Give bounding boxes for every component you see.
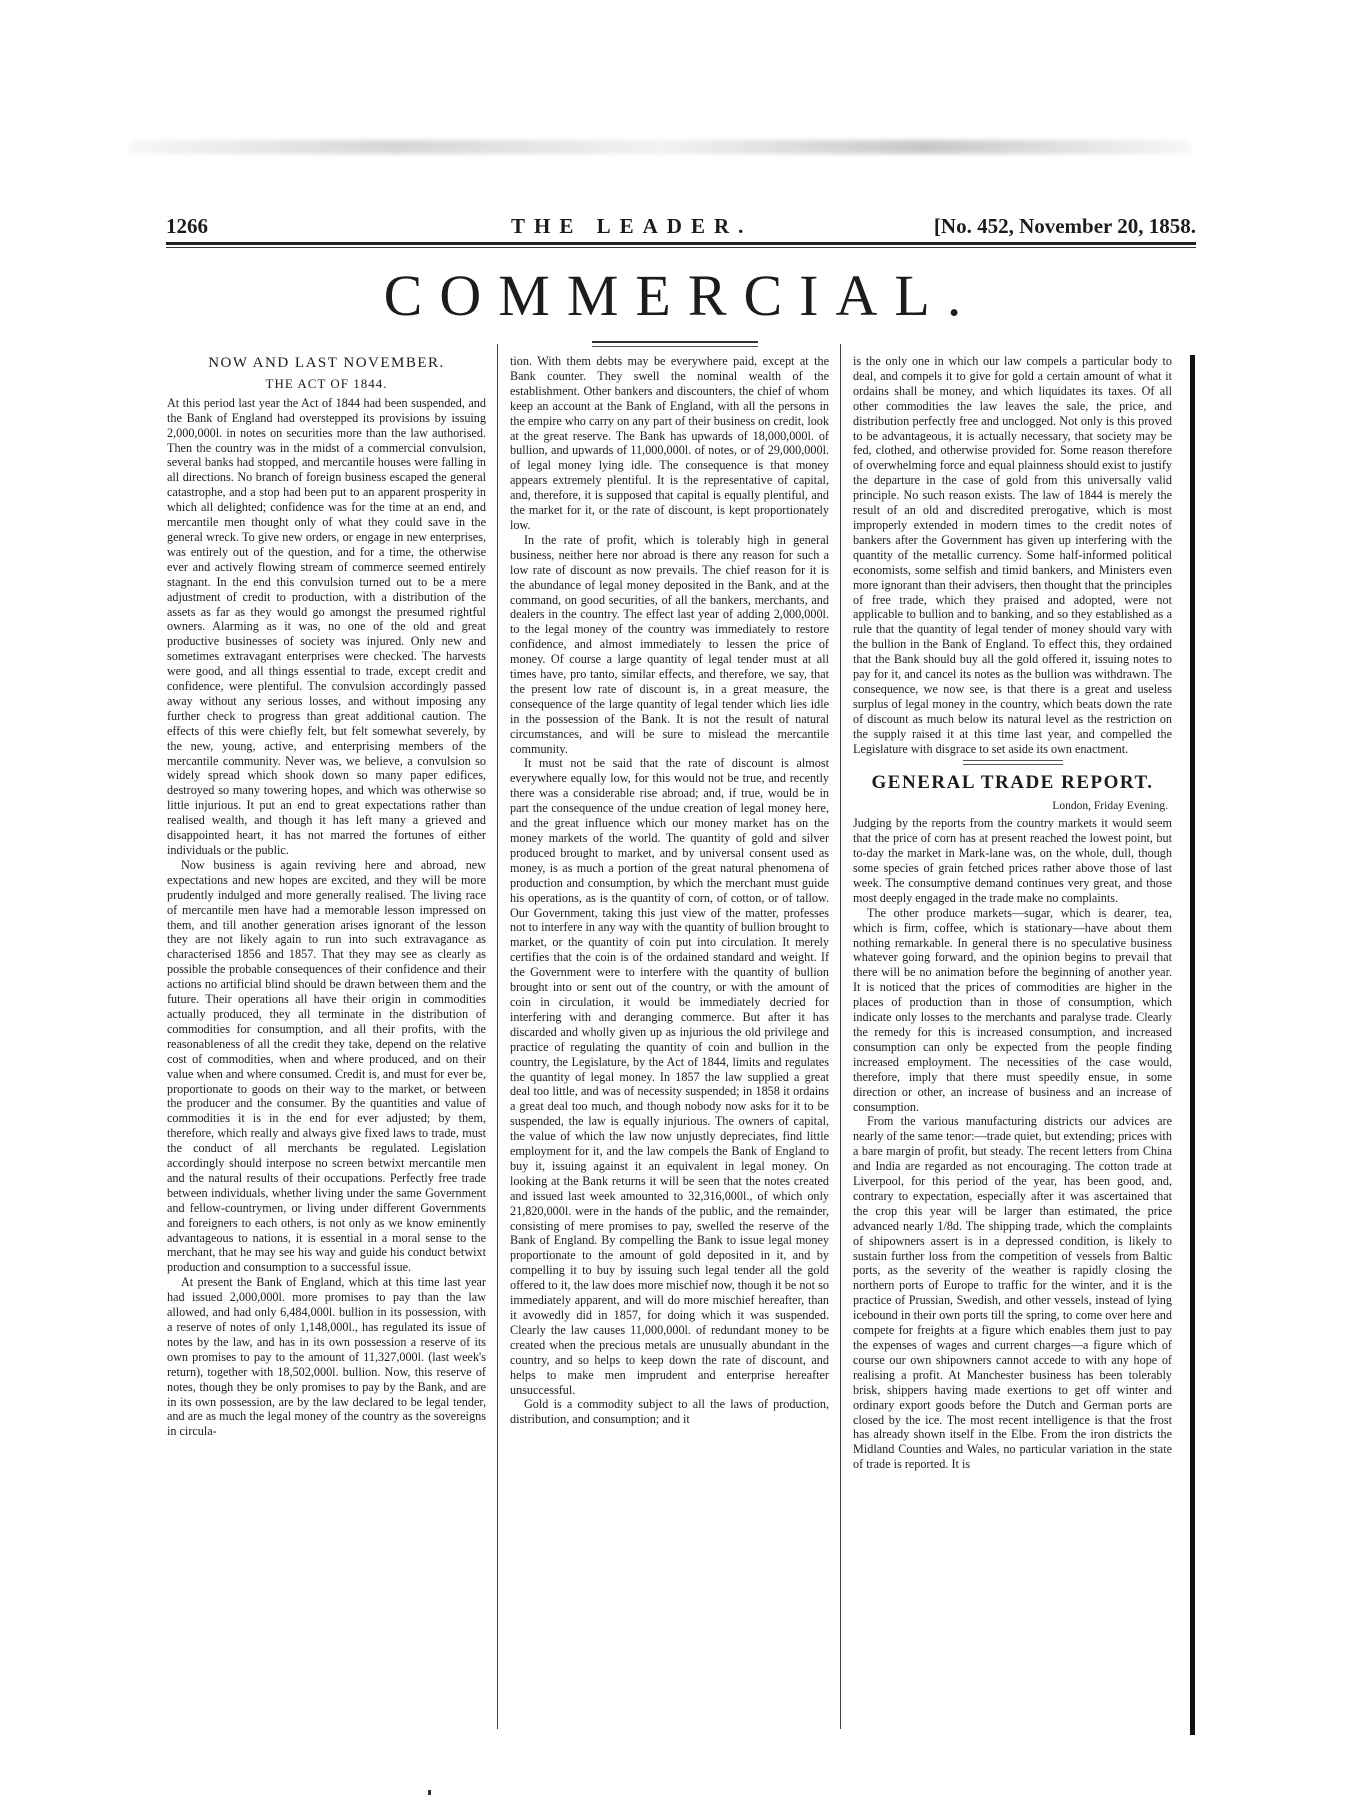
column-1	[167, 354, 486, 1439]
publication-name: THE LEADER.	[511, 214, 753, 238]
paragraph: The other produce markets—sugar, which is dearer, tea, which is firm, coffee, which is stationary—have about them nothing remarkable. In general there is no speculative business whatever going forward, and the opinion begins to prevail that there will be no animation before the beginning of another year. It is noticed that the prices of commodities are higher in the places of production than in those of consumption, which indicate only losses to the merchants and paralyse trade. Clearly the remedy for this is increased consumption, and increased consumption can only be expected from the people finding increased employment. The necessities of the case would, therefore, imply that there must speedily ensue, in some direction or other, an increase of business and an increase of consumption.	[853, 905, 1172, 1114]
page-edge-bar	[1190, 355, 1195, 1735]
paragraph: Gold is a commodity subject to all the laws of production, distribution, and consumption; and it	[510, 1397, 829, 1427]
page-number: 1266	[166, 214, 208, 238]
masthead-rule-thin	[166, 247, 1196, 248]
title-underline	[592, 341, 758, 343]
issue-date: [No. 452, November 20, 1858.	[933, 214, 1196, 238]
paragraph: In the rate of profit, which is tolerably high in general business, neither here nor abroad is there any reason for such a low rate of discount as now prevails. The chief reason for it is the abundance of legal money deposited in the Bank, and at the command, on good securities, of all the bankers, merchants, and dealers in the country. The effect last year of adding 2,000,000l. to the legal money of the country was immediately to restore confidence, and almost immediately to lessen the price of money. Of course a large quantity of legal tender must at all times have, pro tanto, similar effects, and therefore, we say, that the present low rate of discount is, in a great measure, the consequence of the large quantity of legal tender which lies idle in the possession of the Bank. It is not the result of natural circumstances, and will be sure to mislead the mercantile community.	[510, 532, 829, 756]
column-divider	[840, 344, 841, 1729]
paragraph: tion. With them debts may be everywhere paid, except at the Bank counter. They swell the nominal wealth of the establishment. Other bankers and discounters, the chief of whom keep an account at the Bank of England, with all the persons in the empire who carry on any part of their business on credit, look at the great reserve. The Bank has upwards of 18,000,000l. of bullion, and upwards of 11,000,000l. of notes, or of 29,000,000l. of legal money lying idle. The consequence is that money appears extremely plentiful. It is the representative of capital, and, therefore, it is supposed that capital is equally plentiful, and the market for it, or the rate of discount, is kept proportionately low.	[510, 354, 829, 532]
paragraph: At present the Bank of England, which at this time last year had issued 2,000,000l. more promises to pay than the law allowed, and had only 6,484,000l. bullion in its possession, with a reserve of notes of only 1,148,000l., has regulated its issue of notes by the law, and has in its own possession a reserve of its own promises to pay to the amount of 11,327,000l. (last week's return), together with 18,502,000l. bullion. Now, this reserve of notes, though they be only promises to pay by the Bank, and are in its own possession, are by the law declared to be legal tender, and are as much the legal money of the country as the sovereigns in circula-	[167, 1275, 486, 1439]
column-3	[853, 354, 1172, 1472]
column-2	[510, 354, 829, 1427]
section-title: COMMERCIAL.	[383, 263, 979, 328]
paragraph: is the only one in which our law compels a particular body to deal, and compels it to give for gold a certain amount of what it ordains shall be money, and which liquidates its taxes. Of all other commodities the law leaves the sale, the price, and distribution perfectly free and unclogged. Not only is this proved to be advantageous, it is actually necessary, that society may be fed, clothed, and otherwise provided for. Some reason therefore of overwhelming force and equal plainness should exist to justify the departure in the case of gold from this universally valid principle. No such reason exists. The law of 1844 is merely the result of an old and discredited prerogative, which is most improperly extended in modern times to the credit notes of bankers after the Government has given up interfering with the quantity of the metallic currency. Some half-informed political economists, some selfish and timid bankers, and Ministers even more ignorant than their advisers, then thought that the principles of free trade, which they praised and adopted, were not applicable to bullion and to banking, and so they established as a rule that the quantity of legal tender of money should vary with the bullion in the Bank of England. To effect this, they ordained that the Bank should buy all the gold offered it, issuing notes to pay for it, and cancel its notes as the bullion was withdrawn. The consequence, we now see, is that there is a great and useless surplus of legal money in the country, which beats down the rate of discount as much below its natural level as the restriction on the supply raised it at this time last year, and compelled the Legislature with disgrace to set aside its own enactment.	[853, 354, 1172, 756]
paragraph: From the various manufacturing districts our advices are nearly of the same tenor:—trade quiet, but extending; prices with a bare margin of profit, but steady. The recent letters from China and India are regarded as not encouraging. The cotton trade at Liverpool, for this period of the year, has been good, and, contrary to expectation, especially after it was ascertained that the crop this year will be larger than estimated, the price advanced nearly 1/8d. The shipping trade, which the complaints of shipowners assert is in a depressed condition, is likely to sustain further loss from the competition of vessels from Baltic ports, as the severity of the weather is rapidly closing the northern ports of Europe to traffic for the winter, and it is the practice of Prussian, Swedish, and other vessels, instead of lying icebound in their own ports till the spring, to come over here and compete for freights at a figure which enables them just to pay the expenses of wages and current charges—a figure which of course our own shipowners cannot accede to with any hope of realising a profit. At Manchester business has been tolerably brisk, shippers having made exertions to get off winter and ordinary export goods before the Dutch and German ports are closed by the ice. The most recent intelligence is that the frost has already shown itself in the Elbe. From the iron districts the Midland Counties and Wales, no particular variation in the state of trade is reported. It is	[853, 1114, 1172, 1472]
paragraph: Judging by the reports from the country markets it would seem that the price of corn has at present reached the lowest point, but to-day the market in Mark-lane was, on the whole, dull, though some species of grain fetched prices rather above those of last week. The consumptive demand continues very great, and those most deeply engaged in the trade make no complaints.	[853, 816, 1172, 905]
column-divider	[497, 344, 498, 1729]
dateline: London, Friday Evening.	[1052, 800, 1168, 813]
article-heading: GENERAL TRADE REPORT.	[871, 772, 1154, 794]
scan-artifact	[130, 140, 1190, 154]
article-subheading: THE ACT OF 1844.	[265, 375, 388, 391]
masthead	[166, 212, 1196, 242]
print-mark	[428, 1790, 431, 1795]
title-underline-thin	[592, 346, 758, 347]
section-separator	[853, 756, 1172, 770]
paragraph: At this period last year the Act of 1844 had been suspended, and the Bank of England had overstepped its provisions by issuing 2,000,000l. in notes on securities more than the law authorised. Then the country was in the midst of a commercial convulsion, several banks had stopped, and mercantile houses were falling in all directions. No branch of foreign business escaped the general catastrophe, and a stop had been put to an apparent prosperity in which all delighted; confidence was for the time at an end, and mercantile men thought only of what they could save in the general wreck. To give new orders, or engage in new enterprises, was entirely out of the question, and for a time, the otherwise ever and actively flowing stream of commerce seemed entirely stagnant. In the end this convulsion turned out to be a mere adjustment of credit to production, with a distribution of the assets as far as they would go amongst the presumed rightful owners. Alarming as it was, no one of the old and great productive businesses of society was injured. Only new and sometimes extravagant enterprises were checked. The harvests were good, and all things essential to trade, except credit and confidence, were plentiful. The convulsion accordingly passed away without any serious losses, and without imposing any further check to progress than great additional caution. The effects of this were chiefly felt, but felt somewhat severely, by the new, young, active, and enterprising members of the mercantile community. Never was, we believe, a convulsion so widely spread which shook down so many paper edifices, destroyed so many towering hopes, and which was otherwise so little injurious. It put an end to great expectations rather than realised wealth, and though it has left many a grieved and disappointed heart, it has not marred the fortunes of either individuals or the public.	[167, 395, 486, 857]
paragraph: It must not be said that the rate of discount is almost everywhere equally low, for this would not be true, and recently there was a considerable rise abroad; and, if true, would be in part the consequence of the undue creation of legal money here, and the great influence which our money market has on the money markets of the world. The quantity of gold and silver produced brought to market, and by universal consent used as money, is as much a portion of the great natural phenomena of production and consumption, by which the merchant must guide his operations, as is the quantity of corn, of cotton, or of tallow. Our Government, taking this just view of the matter, professes not to interfere in any way with the quantity of bullion brought to market, or the quantity of coin put into circulation. It merely certifies that the coin is of the ordained standard and weight. If the Government were to interfere with the quantity of bullion brought into or sent out of the country, or with the amount of coin in circulation, it would be immediately decried for interfering with and deranging commerce. But after it has discarded and wholly given up as injurious the old privilege and practice of regulating the quantity of coin and bullion in the country, the Legislature, by the Act of 1844, limits and regulates the quantity of legal money. In 1857 the law supplied a great deal too little, and was of necessity suspended; in 1858 it ordains a great deal too much, and though nobody now asks for it to be suspended, the law is equally injurious. The owners of capital, the value of which the law now unjustly depreciates, find little employment for it, and the law compels the Bank of England to buy it, issuing against it an equivalent in legal money. On looking at the Bank returns it will be seen that the notes created and issued last week amounted to 32,316,000l., of which only 21,820,000l. were in the hands of the public, and the remainder, consisting of mere promises to pay, swelled the reserve of the Bank of England. By compelling the Bank to issue legal money proportionate to the amount of gold deposited in it, and by compelling it to buy by issuing such legal tender all the gold offered to it, the law does more mischief now, though it be not so immediately apparent, and will do more mischief hereafter, than it avowedly did in 1857, for doing which it was suspended. Clearly the law causes 11,000,000l. of redundant money to be created when the precious metals are unusually abundant in the country, and so helps to keep down the rate of discount, and helps to make men imprudent and enterprise hereafter unsuccessful.	[510, 756, 829, 1397]
paragraph: Now business is again reviving here and abroad, new expectations and new hopes are excited, and they will be more prudently indulged and more generally realised. The living race of mercantile men have had a memorable lesson impressed on them, and till another generation arises ignorant of the lesson they are not likely again to run into such extravagance as characterised 1856 and 1857. That they may see as clearly as possible the probable consequences of their confidence and their actions no artificial blind should be drawn between them and the future. Their operations all have their origin in commodities actually produced, they all terminate in the distribution of commodities for consumption, and all their profits, with the reasonableness of all the credit they take, depend on the relative cost of commodities, when and where produced, and on their value when and where consumed. Credit is, and must for ever be, proportionate to goods on their way to the market, or between the producer and the consumer. By the quantities and value of commodities it is in the end for ever adjusted; by them, therefore, which really and always give fixed laws to trade, must the conduct of all merchants be regulated. Legislation accordingly should interpose no screen betwixt mercantile men and the natural results of their occupations. Perfectly free trade between individuals, whether living under the same Government and fellow-countrymen, or living under different Governments and foreigners to each others, is not only as we know eminently advantageous to nations, it is essential in a moral sense to the merchant, that he may see his way and guide his conduct betwixt production and consumption to a successful issue.	[167, 857, 486, 1275]
article-heading: NOW AND LAST NOVEMBER.	[208, 355, 445, 371]
masthead-rule	[166, 242, 1196, 245]
